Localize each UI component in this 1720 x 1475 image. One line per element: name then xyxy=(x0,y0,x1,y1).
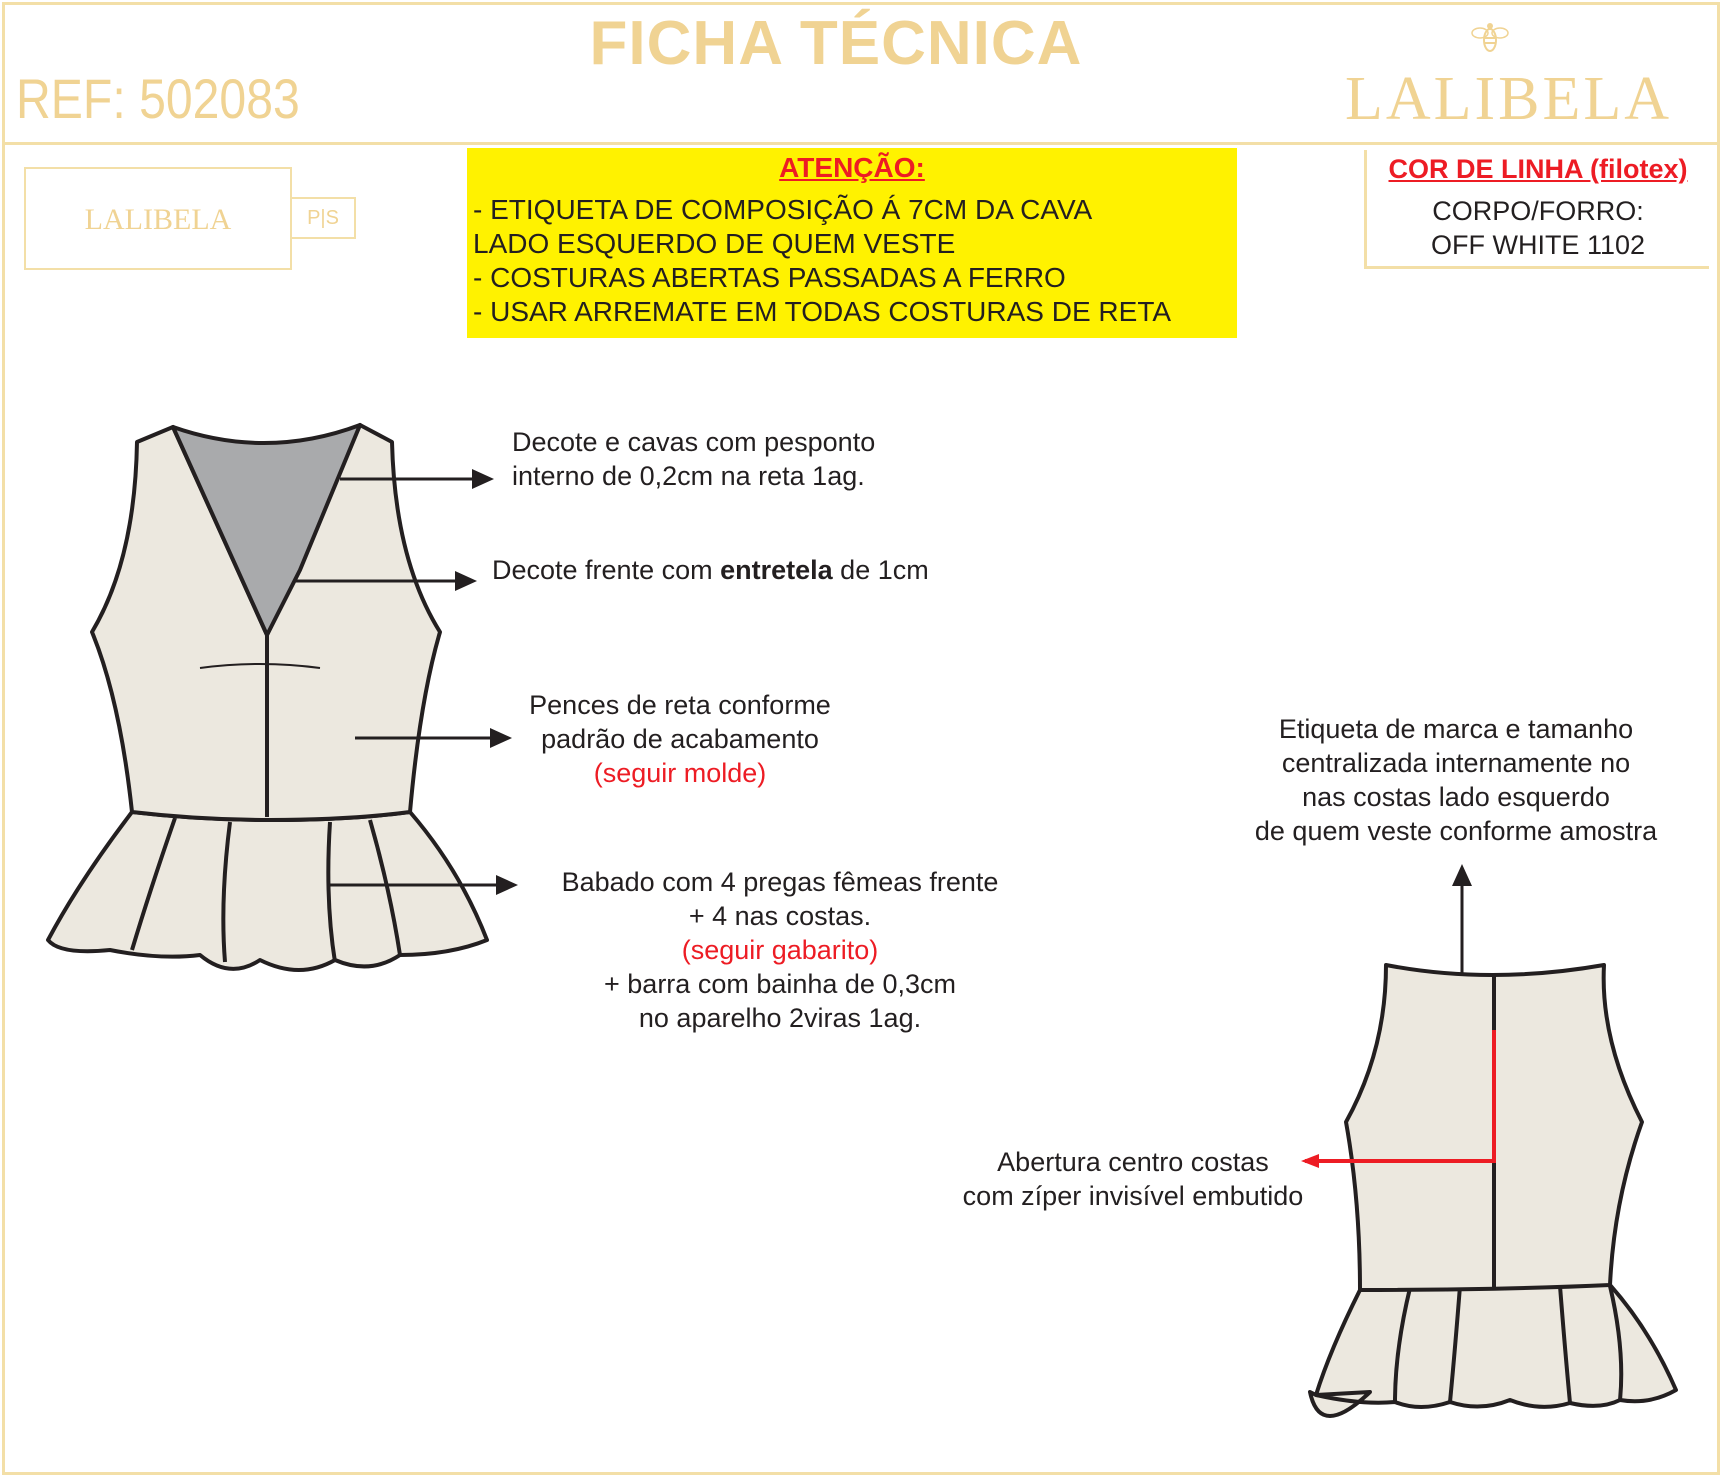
front-peplum xyxy=(48,812,487,970)
note-line: centralizada internamente no xyxy=(1281,748,1631,778)
size-tag: P|S xyxy=(290,197,356,239)
note-neckline xyxy=(512,425,875,493)
attention-line: - USAR ARREMATE EM TODAS COSTURAS DE RETA xyxy=(473,296,1172,327)
attention-title: ATENÇÃO: xyxy=(779,152,925,183)
note-bold-text: entretela xyxy=(720,555,833,585)
attention-line: LADO ESQUERDO DE QUEM VESTE xyxy=(473,228,956,259)
front-view xyxy=(48,425,487,970)
thread-line-1: CORPO/FORRO: xyxy=(1432,196,1644,226)
thread-title: COR DE LINHA (filotex) xyxy=(1388,154,1688,184)
note-darts xyxy=(500,688,860,790)
note-text: Decote frente com xyxy=(492,555,721,585)
note-label xyxy=(1226,712,1686,848)
note-line: com zíper invisível embutido xyxy=(962,1181,1304,1211)
page-title: FICHA TÉCNICA xyxy=(589,9,1083,78)
note-interfacing xyxy=(492,553,929,587)
note-line: Pences de reta conforme xyxy=(529,690,831,720)
note-line: Etiqueta de marca e tamanho xyxy=(1278,714,1634,744)
note-line: no aparelho 2viras 1ag. xyxy=(638,1003,922,1033)
thread-line-2: OFF WHITE 1102 xyxy=(1430,230,1646,260)
attention-line: - ETIQUETA DE COMPOSIÇÃO Á 7CM DA CAVA xyxy=(473,194,1093,225)
note-line: Babado com 4 pregas fêmeas frente xyxy=(561,867,999,897)
note-line: Decote e cavas com pesponto xyxy=(512,427,876,457)
label-brand-text: LALIBELA xyxy=(84,203,232,236)
note-zipper xyxy=(938,1145,1328,1213)
note-line: de quem veste conforme amostra xyxy=(1254,816,1658,846)
note-line: + barra com bainha de 0,3cm xyxy=(604,969,956,999)
attention-line: - COSTURAS ABERTAS PASSADAS A FERRO xyxy=(473,262,1066,293)
note-line: + 4 nas costas. xyxy=(688,901,872,931)
reference-number: REF: 502083 xyxy=(16,67,300,130)
note-line: Abertura centro costas xyxy=(997,1147,1269,1177)
note-line: nas costas lado esquerdo xyxy=(1302,782,1610,812)
note-line: padrão de acabamento xyxy=(541,724,819,754)
note-text: de 1cm xyxy=(832,555,929,585)
note-line-red: (seguir molde) xyxy=(593,758,767,788)
note-line: interno de 0,2cm na reta 1ag. xyxy=(512,461,865,491)
brand-logo: LALIBELA xyxy=(1345,65,1673,133)
note-ruffle xyxy=(525,865,1035,1035)
note-line-red: (seguir gabarito) xyxy=(681,935,879,965)
